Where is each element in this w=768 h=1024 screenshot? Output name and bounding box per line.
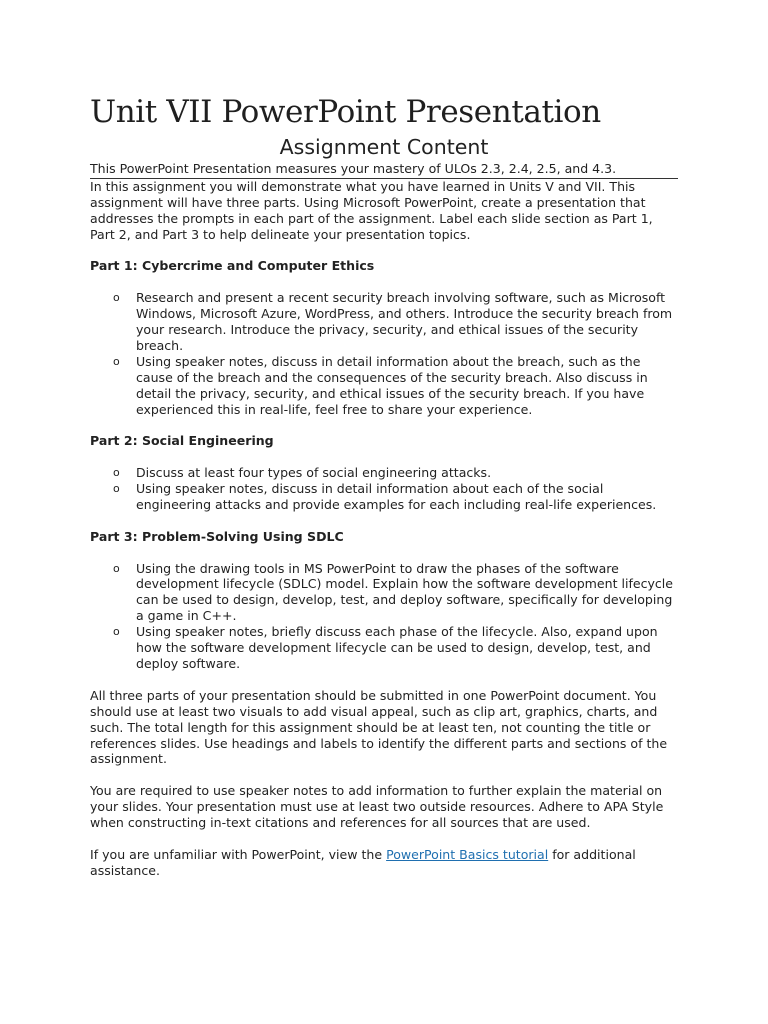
list-item: [90, 624, 678, 672]
page-title: Unit VII PowerPoint Presentation: [90, 94, 601, 130]
list-item-text: Discuss at least four types of social engineering attacks.: [136, 465, 492, 481]
document-body: [90, 161, 678, 879]
closing-paragraph: [90, 847, 678, 879]
bullet-circle-icon: o: [113, 466, 120, 480]
bullet-circle-icon: o: [113, 291, 120, 305]
submission-paragraph: All three parts of your presentation should be submitted in one PowerPoint document. You should use at least two visuals to add visual appeal, such as clip art, graphics, charts, and such. The total length for this assignment should be at least ten, not counting the title or references slides. Use headings and labels to identify the different parts and sections of the assignment.: [90, 687, 668, 767]
powerpoint-basics-link[interactable]: PowerPoint Basics tutorial: [386, 846, 549, 862]
list-item-text: Using speaker notes, discuss in detail information about the breach, such as the cause of the breach and the consequences of the security breach. Also discuss in detail the privacy, security, and ethical issues of the security breach. If you have experienced this in real-life, feel free to share your experience.: [136, 353, 648, 417]
part-2-heading: Part 2: Social Engineering: [90, 433, 274, 449]
list-item-text: Using speaker notes, discuss in detail information about each of the social engineering attacks and provide examples for each including real-life experiences.: [136, 481, 657, 512]
part-3-list: [90, 561, 678, 672]
intro-paragraph: In this assignment you will demonstrate what you have learned in Units V and VII. This assignment will have three parts. Using Microsoft PowerPoint, create a presentation that addresses the prompts in each part of the assignment. Label each slide section as Part 1, Part 2, and Part 3 to help delineate your presentation topics.: [90, 178, 653, 242]
closing-text-before: If you are unfamiliar with PowerPoint, view the: [90, 846, 387, 862]
list-item: [90, 481, 678, 513]
list-item: [90, 354, 678, 418]
speaker-notes-paragraph: You are required to use speaker notes to add information to further explain the material on your slides. Your presentation must use at least two outside resources. Adhere to APA Style when constructing in-text citations and references for all sources that are used.: [90, 783, 664, 831]
bullet-circle-icon: o: [113, 625, 120, 639]
list-item-text: Research and present a recent security breach involving software, such as Microsoft Windows, Microsoft Azure, WordPress, and others. Introduce the security breach from your research. Introduce the privacy, security, and ethical issues of the security breach.: [136, 290, 673, 353]
part-1-heading: Part 1: Cybercrime and Computer Ethics: [90, 258, 375, 274]
list-item-text: Using the drawing tools in MS PowerPoint to draw the phases of the software development lifecycle (SDLC) model. Explain how the software development lifecycle can be used to design, develop, test, and deploy software, specifically for developing a game in C++.: [136, 560, 674, 624]
closing-text-after: for additional assistance.: [90, 846, 636, 878]
bullet-circle-icon: o: [113, 482, 120, 496]
list-item: [90, 465, 678, 481]
page-subtitle: Assignment Content: [279, 135, 489, 159]
list-item: [90, 561, 678, 625]
part-2-list: [90, 465, 678, 513]
bullet-circle-icon: o: [113, 561, 120, 575]
list-item: [90, 290, 678, 354]
part-1-list: [90, 290, 678, 417]
bullet-circle-icon: o: [113, 354, 120, 368]
ulo-statement: This PowerPoint Presentation measures your mastery of ULOs 2.3, 2.4, 2.5, and 4.3.: [90, 161, 617, 176]
list-item-text: Using speaker notes, briefly discuss each phase of the lifecycle. Also, expand upon how the software development lifecycle can be used to design, develop, test, and deploy software.: [136, 624, 658, 671]
part-3-heading: Part 3: Problem-Solving Using SDLC: [90, 528, 344, 544]
